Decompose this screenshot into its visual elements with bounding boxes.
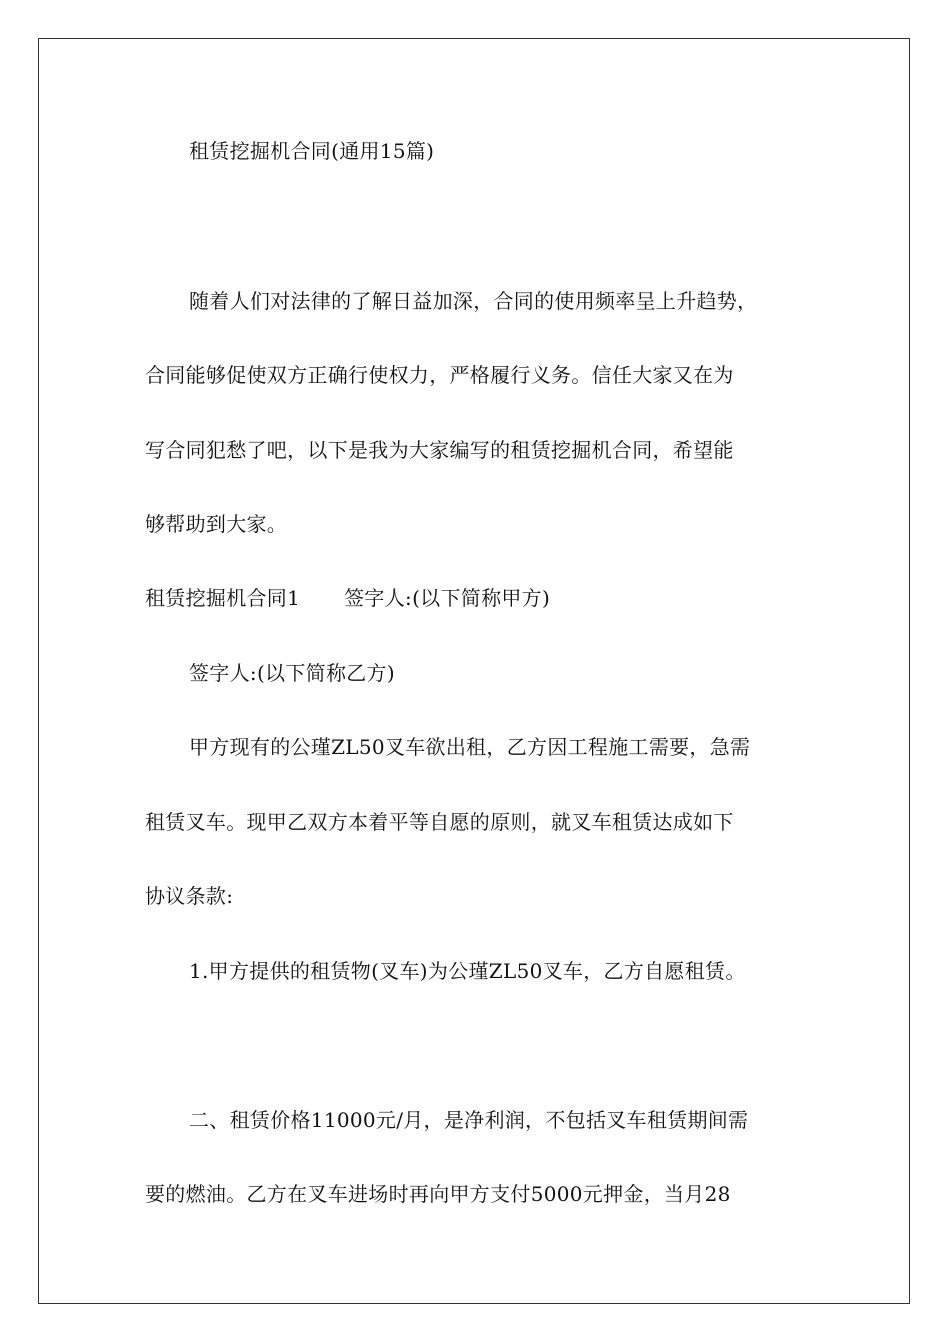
party-b-signature: 签字人:(以下简称乙方) <box>189 661 395 685</box>
party-a-signature: 签字人:(以下简称甲方) <box>344 586 551 610</box>
preamble-line-1: 甲方现有的公瑾ZL50叉车欲出租，乙方因工程施工需要，急需 <box>189 735 751 759</box>
preamble-line-2: 租赁叉车。现甲乙双方本着平等自愿的原则，就叉车租赁达成如下 <box>145 810 734 834</box>
clause-2-line-2: 要的燃油。乙方在叉车进场时再向甲方支付5000元押金，当月28 <box>145 1182 731 1206</box>
intro-line-1: 随着人们对法律的了解日益加深，合同的使用频率呈上升趋势， <box>189 289 758 313</box>
section-heading: 租赁挖掘机合同1 <box>145 586 301 610</box>
clause-2-line-1: 二、租赁价格11000元/月，是净利润，不包括叉车租赁期间需 <box>189 1108 749 1132</box>
section-heading-line <box>145 585 550 611</box>
intro-line-2: 合同能够促使双方正确行使权力，严格履行义务。信任大家又在为 <box>145 363 734 387</box>
clause-1: 1.甲方提供的租赁物(叉车)为公瑾ZL50叉车，乙方自愿租赁。 <box>189 959 746 983</box>
intro-line-4: 够帮助到大家。 <box>145 512 288 536</box>
intro-line-3: 写合同犯愁了吧，以下是我为大家编写的租赁挖掘机合同，希望能 <box>145 438 734 462</box>
document-title: 租赁挖掘机合同(通用15篇) <box>189 139 435 163</box>
preamble-line-3: 协议条款: <box>145 884 234 908</box>
